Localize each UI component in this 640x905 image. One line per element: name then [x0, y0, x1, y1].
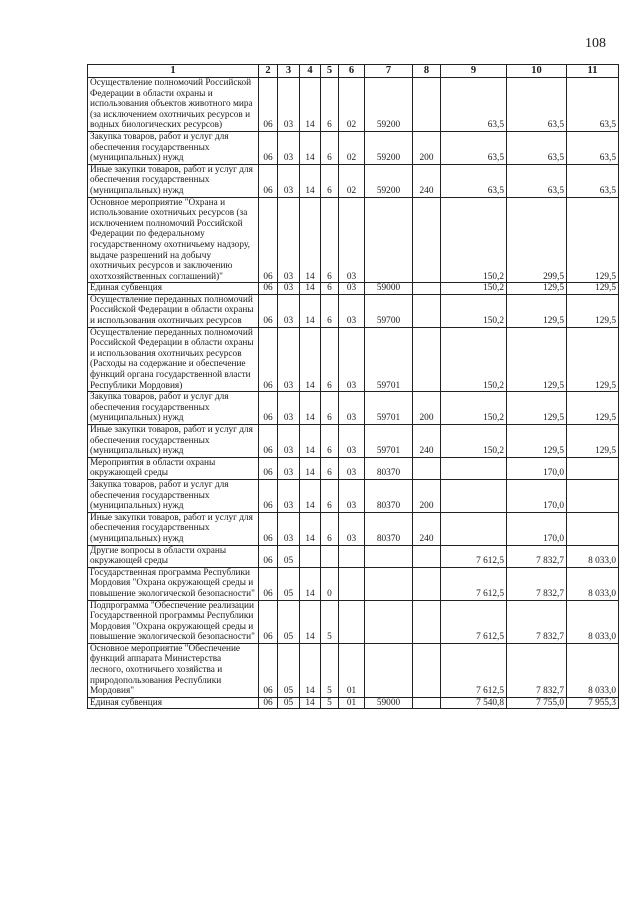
- table-cell: 7 955,3: [567, 697, 619, 709]
- row-name-cell: Закупка товаров, работ и услуг для обеспечения государственных (муниципальных) нужд: [88, 479, 259, 512]
- table-cell: 59200: [365, 164, 413, 197]
- table-cell: 6: [321, 327, 339, 392]
- table-cell: [339, 600, 365, 643]
- table-cell: 63,5: [441, 131, 507, 164]
- table-cell: 63,5: [441, 164, 507, 197]
- table-cell: [413, 294, 441, 327]
- table-cell: 5: [321, 643, 339, 697]
- table-cell: 170,0: [507, 457, 567, 479]
- table-cell: 6: [321, 78, 339, 132]
- table-cell: 8 033,0: [567, 567, 619, 600]
- table-row: [88, 392, 619, 425]
- table-row: [88, 294, 619, 327]
- table-cell: 06: [259, 600, 278, 643]
- column-header: 1: [88, 65, 259, 78]
- table-cell: 63,5: [567, 78, 619, 132]
- table-cell: 05: [278, 600, 300, 643]
- table-cell: 6: [321, 392, 339, 425]
- table-cell: 59701: [365, 425, 413, 458]
- table-cell: [413, 643, 441, 697]
- table-cell: [413, 78, 441, 132]
- table-cell: [365, 600, 413, 643]
- table-cell: 05: [278, 567, 300, 600]
- table-cell: 59700: [365, 294, 413, 327]
- row-name-cell: Иные закупки товаров, работ и услуг для обеспечения государственных (муниципальных) нужд: [88, 425, 259, 458]
- table-cell: 150,2: [441, 425, 507, 458]
- table-cell: 05: [278, 697, 300, 709]
- table-cell: 240: [413, 512, 441, 545]
- table-row: [88, 327, 619, 392]
- table-cell: 06: [259, 392, 278, 425]
- table-cell: 14: [300, 567, 321, 600]
- table-cell: 63,5: [567, 131, 619, 164]
- table-cell: 0: [321, 567, 339, 600]
- table-cell: 14: [300, 600, 321, 643]
- table-cell: 200: [413, 392, 441, 425]
- table-cell: 6: [321, 457, 339, 479]
- table-cell: 129,5: [507, 283, 567, 295]
- header-row: [88, 65, 619, 78]
- table-cell: 06: [259, 131, 278, 164]
- table-cell: 170,0: [507, 512, 567, 545]
- table-cell: 63,5: [507, 164, 567, 197]
- table-cell: 06: [259, 164, 278, 197]
- table-cell: 7 832,7: [507, 567, 567, 600]
- row-name-cell: Осуществление переданных полномочий Российской Федерации в области охраны и использования охотничьих ресурсов (Расходы на содержание и обеспечение функций органа государственной власти Республики Мордовия): [88, 327, 259, 392]
- table-cell: [567, 457, 619, 479]
- table-cell: 06: [259, 294, 278, 327]
- table-cell: 06: [259, 327, 278, 392]
- table-cell: 03: [278, 425, 300, 458]
- table-cell: [413, 697, 441, 709]
- table-cell: [413, 283, 441, 295]
- row-name-cell: Основное мероприятие "Обеспечение функций аппарата Министерства лесного, охотничьего хозяйства и природопользования Республики Мордовия": [88, 643, 259, 697]
- table-cell: 7 540,8: [441, 697, 507, 709]
- row-name-cell: Иные закупки товаров, работ и услуг для обеспечения государственных (муниципальных) нужд: [88, 512, 259, 545]
- table-row: [88, 697, 619, 709]
- table-cell: 6: [321, 425, 339, 458]
- table-cell: 129,5: [507, 425, 567, 458]
- table-cell: 7 612,5: [441, 567, 507, 600]
- table-cell: 14: [300, 78, 321, 132]
- table-cell: 129,5: [507, 392, 567, 425]
- table-body: [88, 78, 619, 709]
- column-header: 2: [259, 65, 278, 78]
- table-row: [88, 512, 619, 545]
- table-cell: 59000: [365, 697, 413, 709]
- table-cell: 14: [300, 457, 321, 479]
- table-cell: 7 612,5: [441, 643, 507, 697]
- row-name-cell: Закупка товаров, работ и услуг для обеспечения государственных (муниципальных) нужд: [88, 131, 259, 164]
- table-cell: 06: [259, 78, 278, 132]
- table-cell: 02: [339, 164, 365, 197]
- row-name-cell: Государственная программа Республики Мордовия "Охрана окружающей среды и повышение экологической безопасности": [88, 567, 259, 600]
- table-cell: [339, 545, 365, 567]
- page-number: 108: [585, 36, 606, 51]
- column-header: 11: [567, 65, 619, 78]
- column-header: 6: [339, 65, 365, 78]
- row-name-cell: Другие вопросы в области охраны окружающей среды: [88, 545, 259, 567]
- row-name-cell: Осуществление переданных полномочий Российской Федерации в области охраны и использования охотничьих ресурсов: [88, 294, 259, 327]
- table-cell: [413, 600, 441, 643]
- table-cell: 7 832,7: [507, 643, 567, 697]
- table-row: [88, 643, 619, 697]
- table-cell: 63,5: [441, 78, 507, 132]
- table-cell: 7 612,5: [441, 600, 507, 643]
- table-cell: 14: [300, 392, 321, 425]
- table-cell: 03: [278, 283, 300, 295]
- table-row: [88, 78, 619, 132]
- table-row: [88, 479, 619, 512]
- table-cell: 59200: [365, 78, 413, 132]
- table-cell: 06: [259, 567, 278, 600]
- table-cell: 06: [259, 425, 278, 458]
- table-cell: 150,2: [441, 392, 507, 425]
- table-cell: 150,2: [441, 294, 507, 327]
- table-cell: 06: [259, 479, 278, 512]
- table-cell: 14: [300, 164, 321, 197]
- table-cell: 01: [339, 697, 365, 709]
- table-cell: 63,5: [507, 131, 567, 164]
- table-cell: 8 033,0: [567, 643, 619, 697]
- table-cell: 129,5: [567, 425, 619, 458]
- table-cell: 63,5: [507, 78, 567, 132]
- table-cell: 03: [339, 479, 365, 512]
- table-cell: 6: [321, 479, 339, 512]
- table-cell: [365, 567, 413, 600]
- table-cell: 03: [278, 164, 300, 197]
- table-row: [88, 283, 619, 295]
- table-cell: 6: [321, 197, 339, 283]
- table-cell: 14: [300, 283, 321, 295]
- table-cell: [441, 457, 507, 479]
- table-row: [88, 457, 619, 479]
- row-name-cell: Основное мероприятие "Охрана и использование охотничьих ресурсов (за исключением полномочий Российской Федерации по федеральному государственному охотничьему надзору, выдаче разрешений на добычу охотничьих ресурсов и заключению охотхозяйственных соглашений)": [88, 197, 259, 283]
- table-cell: 03: [339, 425, 365, 458]
- table-cell: 129,5: [567, 197, 619, 283]
- table-cell: 129,5: [567, 392, 619, 425]
- table-cell: 200: [413, 131, 441, 164]
- table-cell: 06: [259, 457, 278, 479]
- table-cell: [413, 457, 441, 479]
- row-name-cell: Осуществление полномочий Российской Федерации в области охраны и использования объектов животного мира (за исключением охотничьих ресурсов и водных биологических ресурсов): [88, 78, 259, 132]
- table-cell: 170,0: [507, 479, 567, 512]
- table-cell: 7 832,7: [507, 545, 567, 567]
- table-cell: 03: [339, 283, 365, 295]
- row-name-cell: Единая субвенция: [88, 697, 259, 709]
- table-cell: [339, 567, 365, 600]
- table-cell: 80370: [365, 457, 413, 479]
- table-cell: 80370: [365, 479, 413, 512]
- table-cell: 14: [300, 643, 321, 697]
- budget-table: [87, 64, 619, 709]
- table-cell: 06: [259, 545, 278, 567]
- table-cell: 03: [339, 294, 365, 327]
- table-cell: 59701: [365, 327, 413, 392]
- table-row: [88, 197, 619, 283]
- table-cell: 06: [259, 697, 278, 709]
- table-cell: 59200: [365, 131, 413, 164]
- table-cell: 03: [278, 457, 300, 479]
- row-name-cell: Иные закупки товаров, работ и услуг для обеспечения государственных (муниципальных) нужд: [88, 164, 259, 197]
- table-cell: [413, 567, 441, 600]
- table-cell: 14: [300, 512, 321, 545]
- table-cell: 80370: [365, 512, 413, 545]
- table-cell: [441, 512, 507, 545]
- table-cell: 14: [300, 197, 321, 283]
- table-cell: 129,5: [507, 294, 567, 327]
- table-cell: 63,5: [567, 164, 619, 197]
- table-cell: 06: [259, 512, 278, 545]
- table-cell: 03: [278, 479, 300, 512]
- table-cell: 6: [321, 294, 339, 327]
- row-name-cell: Закупка товаров, работ и услуг для обеспечения государственных (муниципальных) нужд: [88, 392, 259, 425]
- table-cell: 03: [339, 512, 365, 545]
- table-cell: 6: [321, 283, 339, 295]
- table-cell: 5: [321, 697, 339, 709]
- table-cell: 14: [300, 327, 321, 392]
- table-cell: [441, 479, 507, 512]
- table-cell: 01: [339, 643, 365, 697]
- row-name-cell: Мероприятия в области охраны окружающей среды: [88, 457, 259, 479]
- table-cell: [365, 545, 413, 567]
- table-cell: 150,2: [441, 283, 507, 295]
- row-name-cell: Единая субвенция: [88, 283, 259, 295]
- table-cell: 03: [278, 78, 300, 132]
- table-cell: 06: [259, 643, 278, 697]
- table-cell: [567, 479, 619, 512]
- table-cell: 06: [259, 197, 278, 283]
- table-cell: 240: [413, 164, 441, 197]
- table-cell: 5: [321, 600, 339, 643]
- table-cell: [413, 197, 441, 283]
- column-header: 9: [441, 65, 507, 78]
- table-cell: [321, 545, 339, 567]
- table-cell: 6: [321, 512, 339, 545]
- table-cell: 59000: [365, 283, 413, 295]
- table-cell: 150,2: [441, 197, 507, 283]
- column-header: 10: [507, 65, 567, 78]
- table-cell: 129,5: [567, 327, 619, 392]
- table-cell: 200: [413, 479, 441, 512]
- table-cell: 6: [321, 164, 339, 197]
- table-cell: 299,5: [507, 197, 567, 283]
- table-cell: 7 755,0: [507, 697, 567, 709]
- table-cell: [413, 327, 441, 392]
- table-cell: 02: [339, 78, 365, 132]
- table-row: [88, 164, 619, 197]
- table-cell: 14: [300, 131, 321, 164]
- table-cell: 03: [278, 392, 300, 425]
- table-cell: 129,5: [507, 327, 567, 392]
- table-cell: 6: [321, 131, 339, 164]
- table-row: [88, 545, 619, 567]
- table-cell: 240: [413, 425, 441, 458]
- column-header: 7: [365, 65, 413, 78]
- table-cell: 03: [339, 327, 365, 392]
- row-name-cell: Подпрограмма "Обеспечение реализации Государственной программы Республики Мордовия "Охрана окружающей среды и повышение экологической безопасности": [88, 600, 259, 643]
- table-row: [88, 131, 619, 164]
- table-cell: 8 033,0: [567, 545, 619, 567]
- table-cell: 03: [339, 457, 365, 479]
- column-header: 4: [300, 65, 321, 78]
- table-cell: 03: [278, 197, 300, 283]
- table-cell: 59701: [365, 392, 413, 425]
- table-cell: 129,5: [567, 283, 619, 295]
- table-cell: 14: [300, 479, 321, 512]
- table-cell: 03: [278, 131, 300, 164]
- table-cell: 05: [278, 545, 300, 567]
- table-cell: 03: [278, 294, 300, 327]
- table-cell: 14: [300, 294, 321, 327]
- table-cell: 150,2: [441, 327, 507, 392]
- table-cell: 7 832,7: [507, 600, 567, 643]
- column-header: 8: [413, 65, 441, 78]
- table-cell: [567, 512, 619, 545]
- table-cell: 03: [278, 327, 300, 392]
- table-cell: [413, 545, 441, 567]
- table-cell: 02: [339, 131, 365, 164]
- table-cell: [365, 197, 413, 283]
- table-cell: 06: [259, 283, 278, 295]
- table-cell: 05: [278, 643, 300, 697]
- table-cell: [365, 643, 413, 697]
- table-cell: 129,5: [567, 294, 619, 327]
- table-cell: [300, 545, 321, 567]
- table-row: [88, 600, 619, 643]
- column-header: 5: [321, 65, 339, 78]
- table-cell: 03: [278, 512, 300, 545]
- table-cell: 8 033,0: [567, 600, 619, 643]
- table-cell: 03: [339, 197, 365, 283]
- table-cell: 14: [300, 697, 321, 709]
- table-row: [88, 425, 619, 458]
- table-row: [88, 567, 619, 600]
- table-cell: 7 612,5: [441, 545, 507, 567]
- column-header: 3: [278, 65, 300, 78]
- table-cell: 03: [339, 392, 365, 425]
- table-cell: 14: [300, 425, 321, 458]
